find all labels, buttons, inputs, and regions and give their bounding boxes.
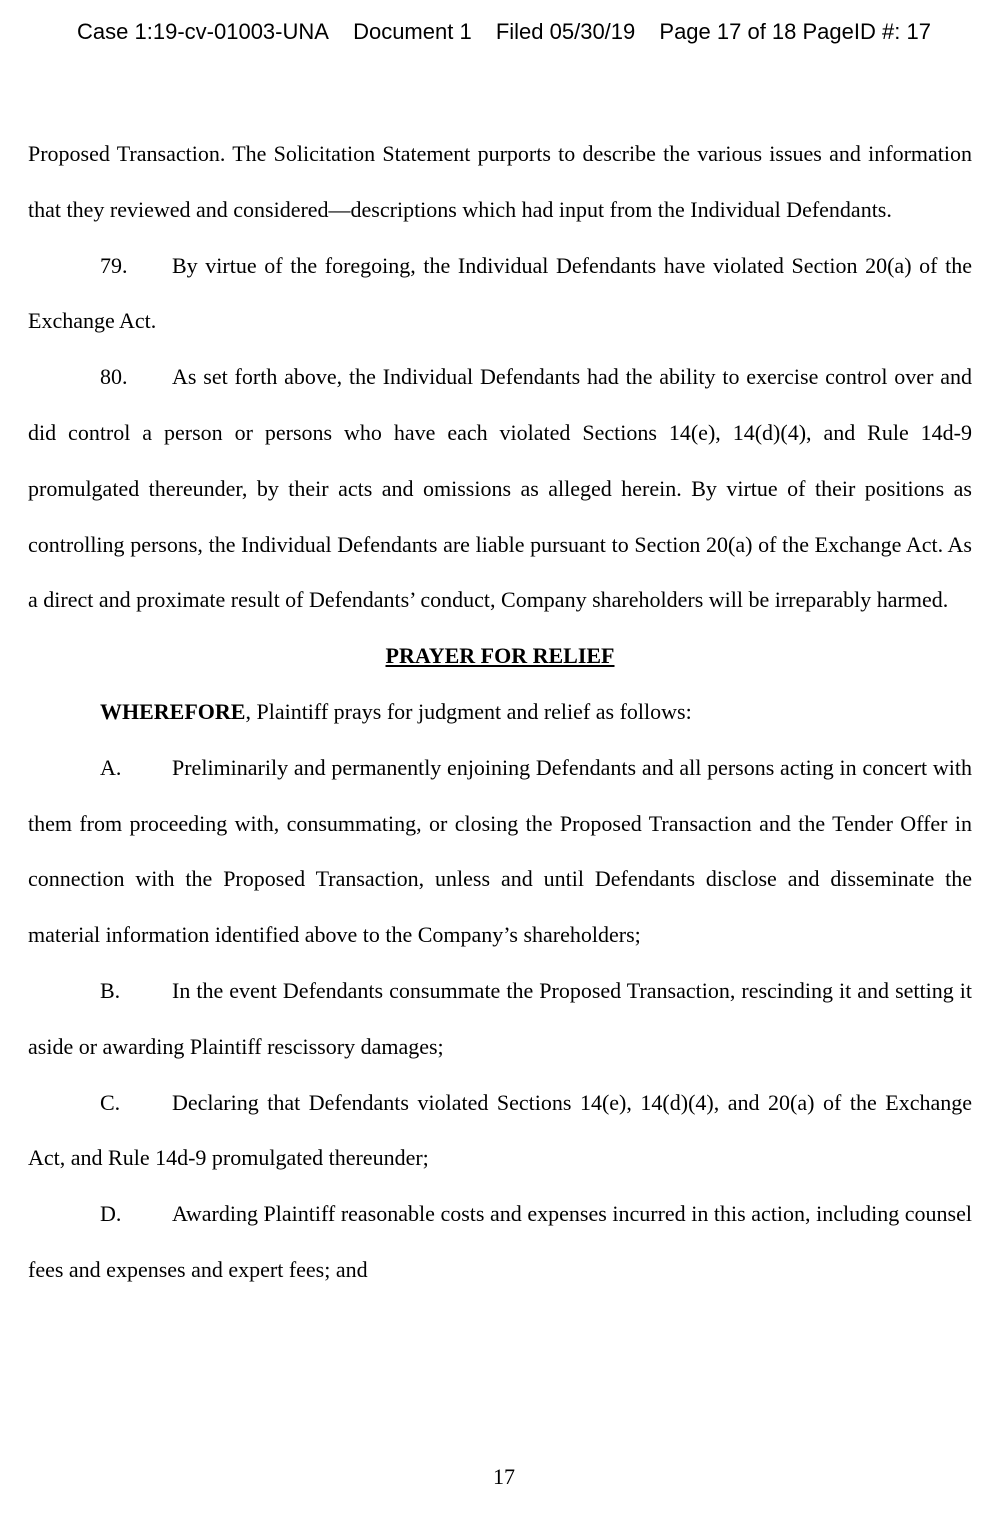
relief-label: C. xyxy=(100,1089,121,1115)
relief-item-d xyxy=(28,1186,972,1298)
relief-label: B. xyxy=(100,977,121,1003)
relief-text: In the event Defendants consummate the Proposed Transaction, rescinding it and setting it aside or awarding Plaintiff rescissory damages; xyxy=(28,977,972,1059)
wherefore-paragraph xyxy=(28,684,972,740)
document-number: Document 1 xyxy=(353,19,472,44)
case-number: Case 1:19-cv-01003-UNA xyxy=(77,19,329,44)
relief-item-a xyxy=(28,740,972,963)
filed-date: Filed 05/30/19 xyxy=(495,19,636,44)
paragraph-continued: Proposed Transaction. The Solicitation Statement purports to describe the various issues and information that they reviewed and considered—descriptions which had input from the Individual Defendants. xyxy=(28,141,972,222)
relief-item-b xyxy=(28,963,972,1075)
page-number: 17 xyxy=(493,1464,515,1489)
page-info: Page 17 of 18 PageID #: 17 xyxy=(659,19,931,44)
wherefore-text: , Plaintiff prays for judgment and relief as follows: xyxy=(245,698,692,724)
paragraph-79 xyxy=(28,238,972,350)
relief-label: D. xyxy=(100,1201,122,1227)
section-heading: PRAYER FOR RELIEF xyxy=(385,643,615,669)
paragraph-text: As set forth above, the Individual Defendants had the ability to exercise control over and did control a person or persons who have each violated Sections 14(e), 14(d)(4), and Rule 14d-9 promulgated thereunder, by their acts and omissions as alleged herein. By virtue of their positions as controlling persons, the Individual Defendants are liable pursuant to Section 20(a) of the Exchange Act. As a direct and proximate result of Defendants’ conduct, Company shareholders will be irreparably harmed. xyxy=(28,364,972,613)
relief-text: Declaring that Defendants violated Sections 14(e), 14(d)(4), and 20(a) of the Exchange Act, and Rule 14d-9 promulgated thereunder; xyxy=(28,1089,972,1171)
paragraph-text: By virtue of the foregoing, the Individual Defendants have violated Section 20(a) of the Exchange Act. xyxy=(28,252,972,334)
relief-label: A. xyxy=(100,754,122,780)
wherefore-keyword: WHEREFORE xyxy=(100,698,246,724)
relief-item-c xyxy=(28,1075,972,1187)
paragraph-number: 80. xyxy=(100,364,128,390)
page-header xyxy=(0,18,1008,46)
paragraph-number: 79. xyxy=(100,252,128,278)
relief-text: Awarding Plaintiff reasonable costs and expenses incurred in this action, including counsel fees and expenses and expert fees; and xyxy=(28,1201,972,1282)
document-body xyxy=(28,126,972,1298)
paragraph-80 xyxy=(28,349,972,628)
relief-text: Preliminarily and permanently enjoining Defendants and all persons acting in concert with them from proceeding with, consummating, or closing the Proposed Transaction and the Tender Offer in connection with the Proposed Transaction, unless and until Defendants disclose and disseminate the material information identified above to the Company’s shareholders; xyxy=(28,754,972,948)
